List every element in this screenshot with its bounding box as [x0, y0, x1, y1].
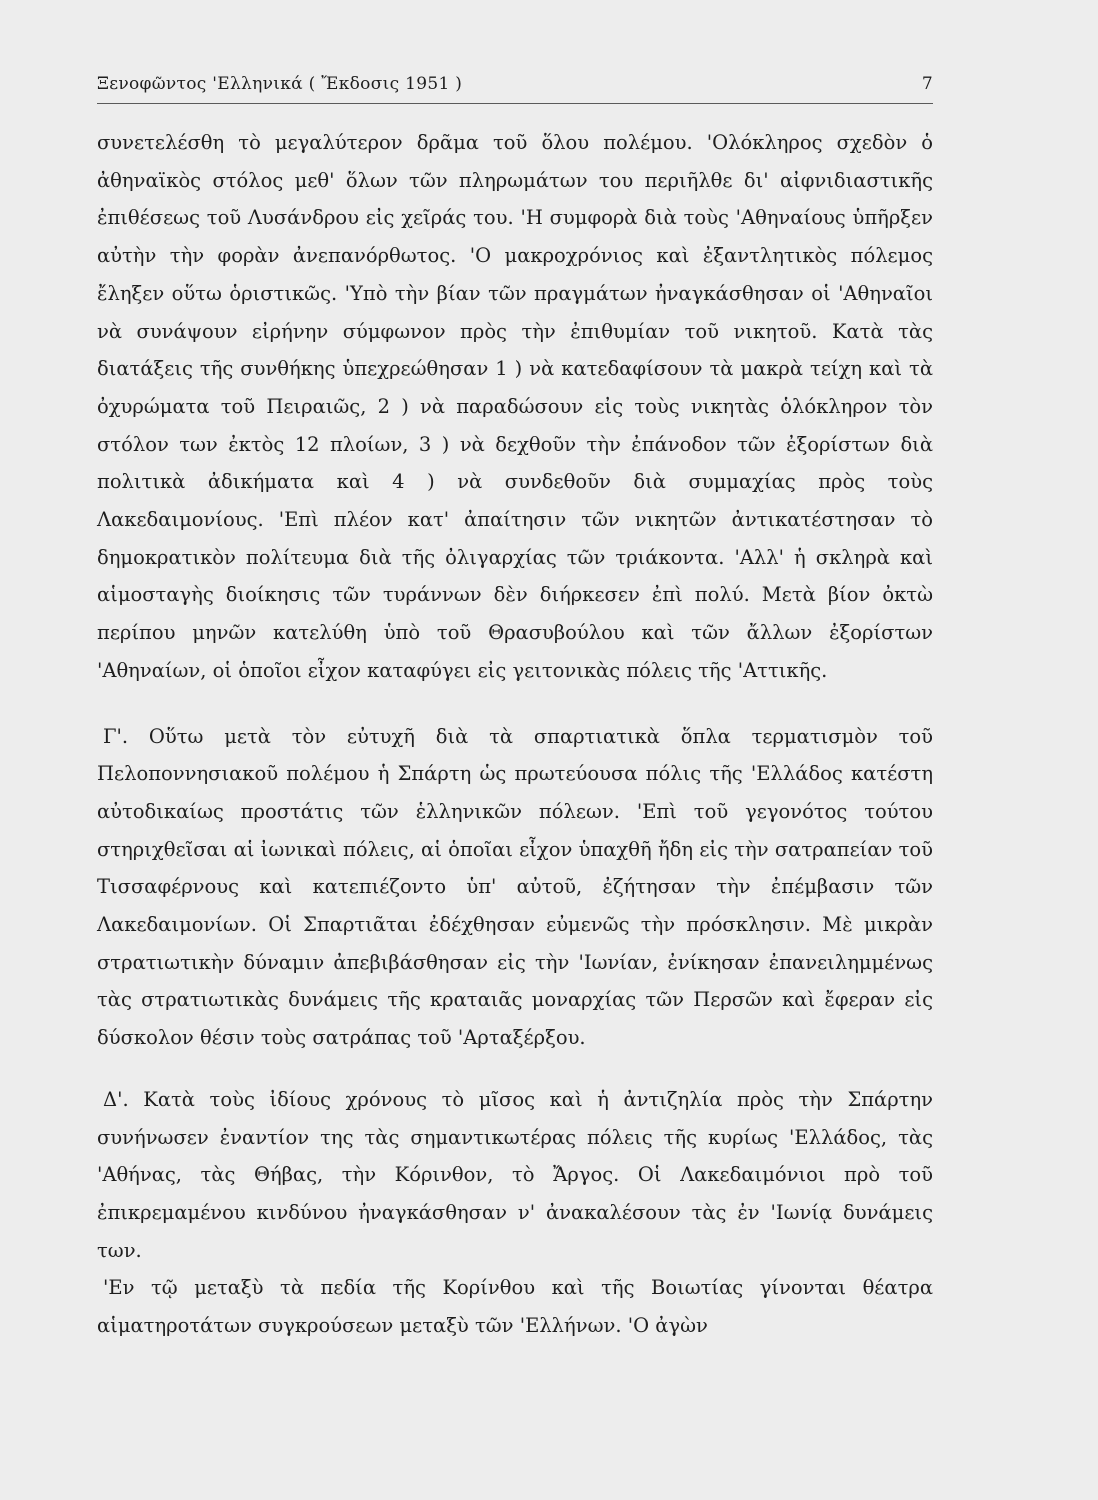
paragraph-text: 'Εν τῷ μεταξὺ τὰ πεδία τῆς Κορίνθου καὶ τῆς Βοιωτίας γίνονται θέατρα αἱματηροτάτων συγκρούσεων μεταξὺ τῶν 'Ελλήνων. 'Ο ἀγὼν: [97, 1276, 933, 1338]
section-gamma: [97, 718, 933, 1057]
running-title: Ξενοφῶντος 'Ελληνικά ( Ἔκδοσις 1951 ): [97, 74, 463, 94]
paragraph-gap: [97, 1057, 933, 1081]
page-number: 7: [921, 74, 933, 94]
paragraph-continuation: [97, 124, 933, 690]
page-body: [97, 124, 933, 1345]
header-rule: [97, 103, 933, 104]
paragraph-text: συνετελέσθη τὸ μεγαλύτερον δρᾶμα τοῦ ὅλου πολέμου. 'Ολόκληρος σχεδὸν ὁ ἀθηναϊκὸς στόλος μεθ' ὅλων τῶν πληρωμάτων του περιῆλθε δι' αἰφνιδιαστικῆς ἐπιθέσεως τοῦ Λυσάνδρου εἰς χεῖράς του. 'Η συμφορὰ διὰ τοὺς 'Αθηναίους ὑπῆρξεν αὐτὴν τὴν φορὰν ἀνεπανόρθωτος. 'Ο μακροχρόνιος καὶ ἐξαντλητικὸς πόλεμος ἔληξεν οὕτω ὁριστικῶς. 'Υπὸ τὴν βίαν τῶν πραγμάτων ἠναγκάσθησαν οἱ 'Αθηναῖοι νὰ συνάψουν εἰρήνην σύμφωνον πρὸς τὴν ἐπιθυμίαν τοῦ νικητοῦ. Κατὰ τὰς διατάξεις τῆς συνθήκης ὑπεχρεώθησαν 1 ) νὰ κατεδαφίσουν τὰ μακρὰ τείχη καὶ τὰ ὀχυρώματα τοῦ Πειραιῶς, 2 ) νὰ παραδώσουν εἰς τοὺς νικητὰς ὁλόκληρον τὸν στόλον των ἐκτὸς 12 πλοίων, 3 ) νὰ δεχθοῦν τὴν ἐπάνοδον τῶν ἐξορίστων διὰ πολιτικὰ ἀδικήματα καὶ 4 ) νὰ συνδεθοῦν διὰ συμμαχίας πρὸς τοὺς Λακεδαιμονίους. 'Επὶ πλέον κατ' ἀπαίτησιν τῶν νικητῶν ἀντικατέστησαν τὸ δημοκρατικὸν πολίτευμα διὰ τῆς ὀλιγαρχίας τῶν τριάκοντα. 'Αλλ' ἡ σκληρὰ καὶ αἱμοσταγὴς διοίκησις τῶν τυράννων δὲν διήρκεσεν ἐπὶ πολύ. Μετὰ βίον ὀκτὼ περίπου μηνῶν κατελύθη ὑπὸ τοῦ Θρασυβούλου καὶ τῶν ἄλλων ἐξορίστων 'Αθηναίων, οἱ ὁποῖοι εἶχον καταφύγει εἰς γειτονικὰς πόλεις τῆς 'Αττικῆς.: [97, 131, 933, 682]
running-header: [97, 74, 933, 100]
paragraph-text: Οὕτω μετὰ τὸν εὐτυχῆ διὰ τὰ σπαρτιατικὰ ὅπλα τερματισμὸν τοῦ Πελοποννησιακοῦ πολέμου ἡ Σπάρτη ὡς πρωτεύουσα πόλις τῆς 'Ελλάδος κατέστη αὐτοδικαίως προστάτις τῶν ἑλληνικῶν πόλεων. 'Επὶ τοῦ γεγονότος τούτου στηριχθεῖσαι αἱ ἰωνικαὶ πόλεις, αἱ ὁποῖαι εἶχον ὑπαχθῆ ἤδη εἰς τὴν σατραπείαν τοῦ Τισσαφέρνους καὶ κατεπιέζοντο ὑπ' αὐτοῦ, ἐζήτησαν τὴν ἐπέμβασιν τῶν Λακεδαιμονίων. Οἱ Σπαρτιᾶται ἐδέχθησαν εὐμενῶς τὴν πρόσκλησιν. Μὲ μικρὰν στρατιωτικὴν δύναμιν ἀπεβιβάσθησαν εἰς τὴν 'Ιωνίαν, ἐνίκησαν ἐπανειλημμένως τὰς στρατιωτικὰς δυνάμεις τῆς κραταιᾶς μοναρχίας τῶν Περσῶν καὶ ἔφεραν εἰς δύσκολον θέσιν τοὺς σατράπας τοῦ 'Αρταξέρξου.: [97, 724, 933, 1050]
section-marker: Γ'.: [103, 724, 129, 748]
section-marker: Δ'.: [103, 1087, 129, 1111]
paragraph-text: Κατὰ τοὺς ἰδίους χρόνους τὸ μῖσος καὶ ἡ ἀντιζηλία πρὸς τὴν Σπάρτην συνήνωσεν ἐναντίον της τὰς σημαντικωτέρας πόλεις τῆς κυρίως 'Ελλάδος, τὰς 'Αθήνας, τὰς Θήβας, τὴν Κόρινθον, τὸ Ἄργος. Οἱ Λακεδαιμόνιοι πρὸ τοῦ ἐπικρεμαμένου κινδύνου ἠναγκάσθησαν ν' ἀνακαλέσουν τὰς ἐν 'Ιωνίᾳ δυνάμεις των.: [97, 1087, 934, 1262]
section-delta: [97, 1081, 933, 1270]
paragraph-final: [97, 1269, 933, 1344]
paragraph-gap: [97, 690, 933, 718]
